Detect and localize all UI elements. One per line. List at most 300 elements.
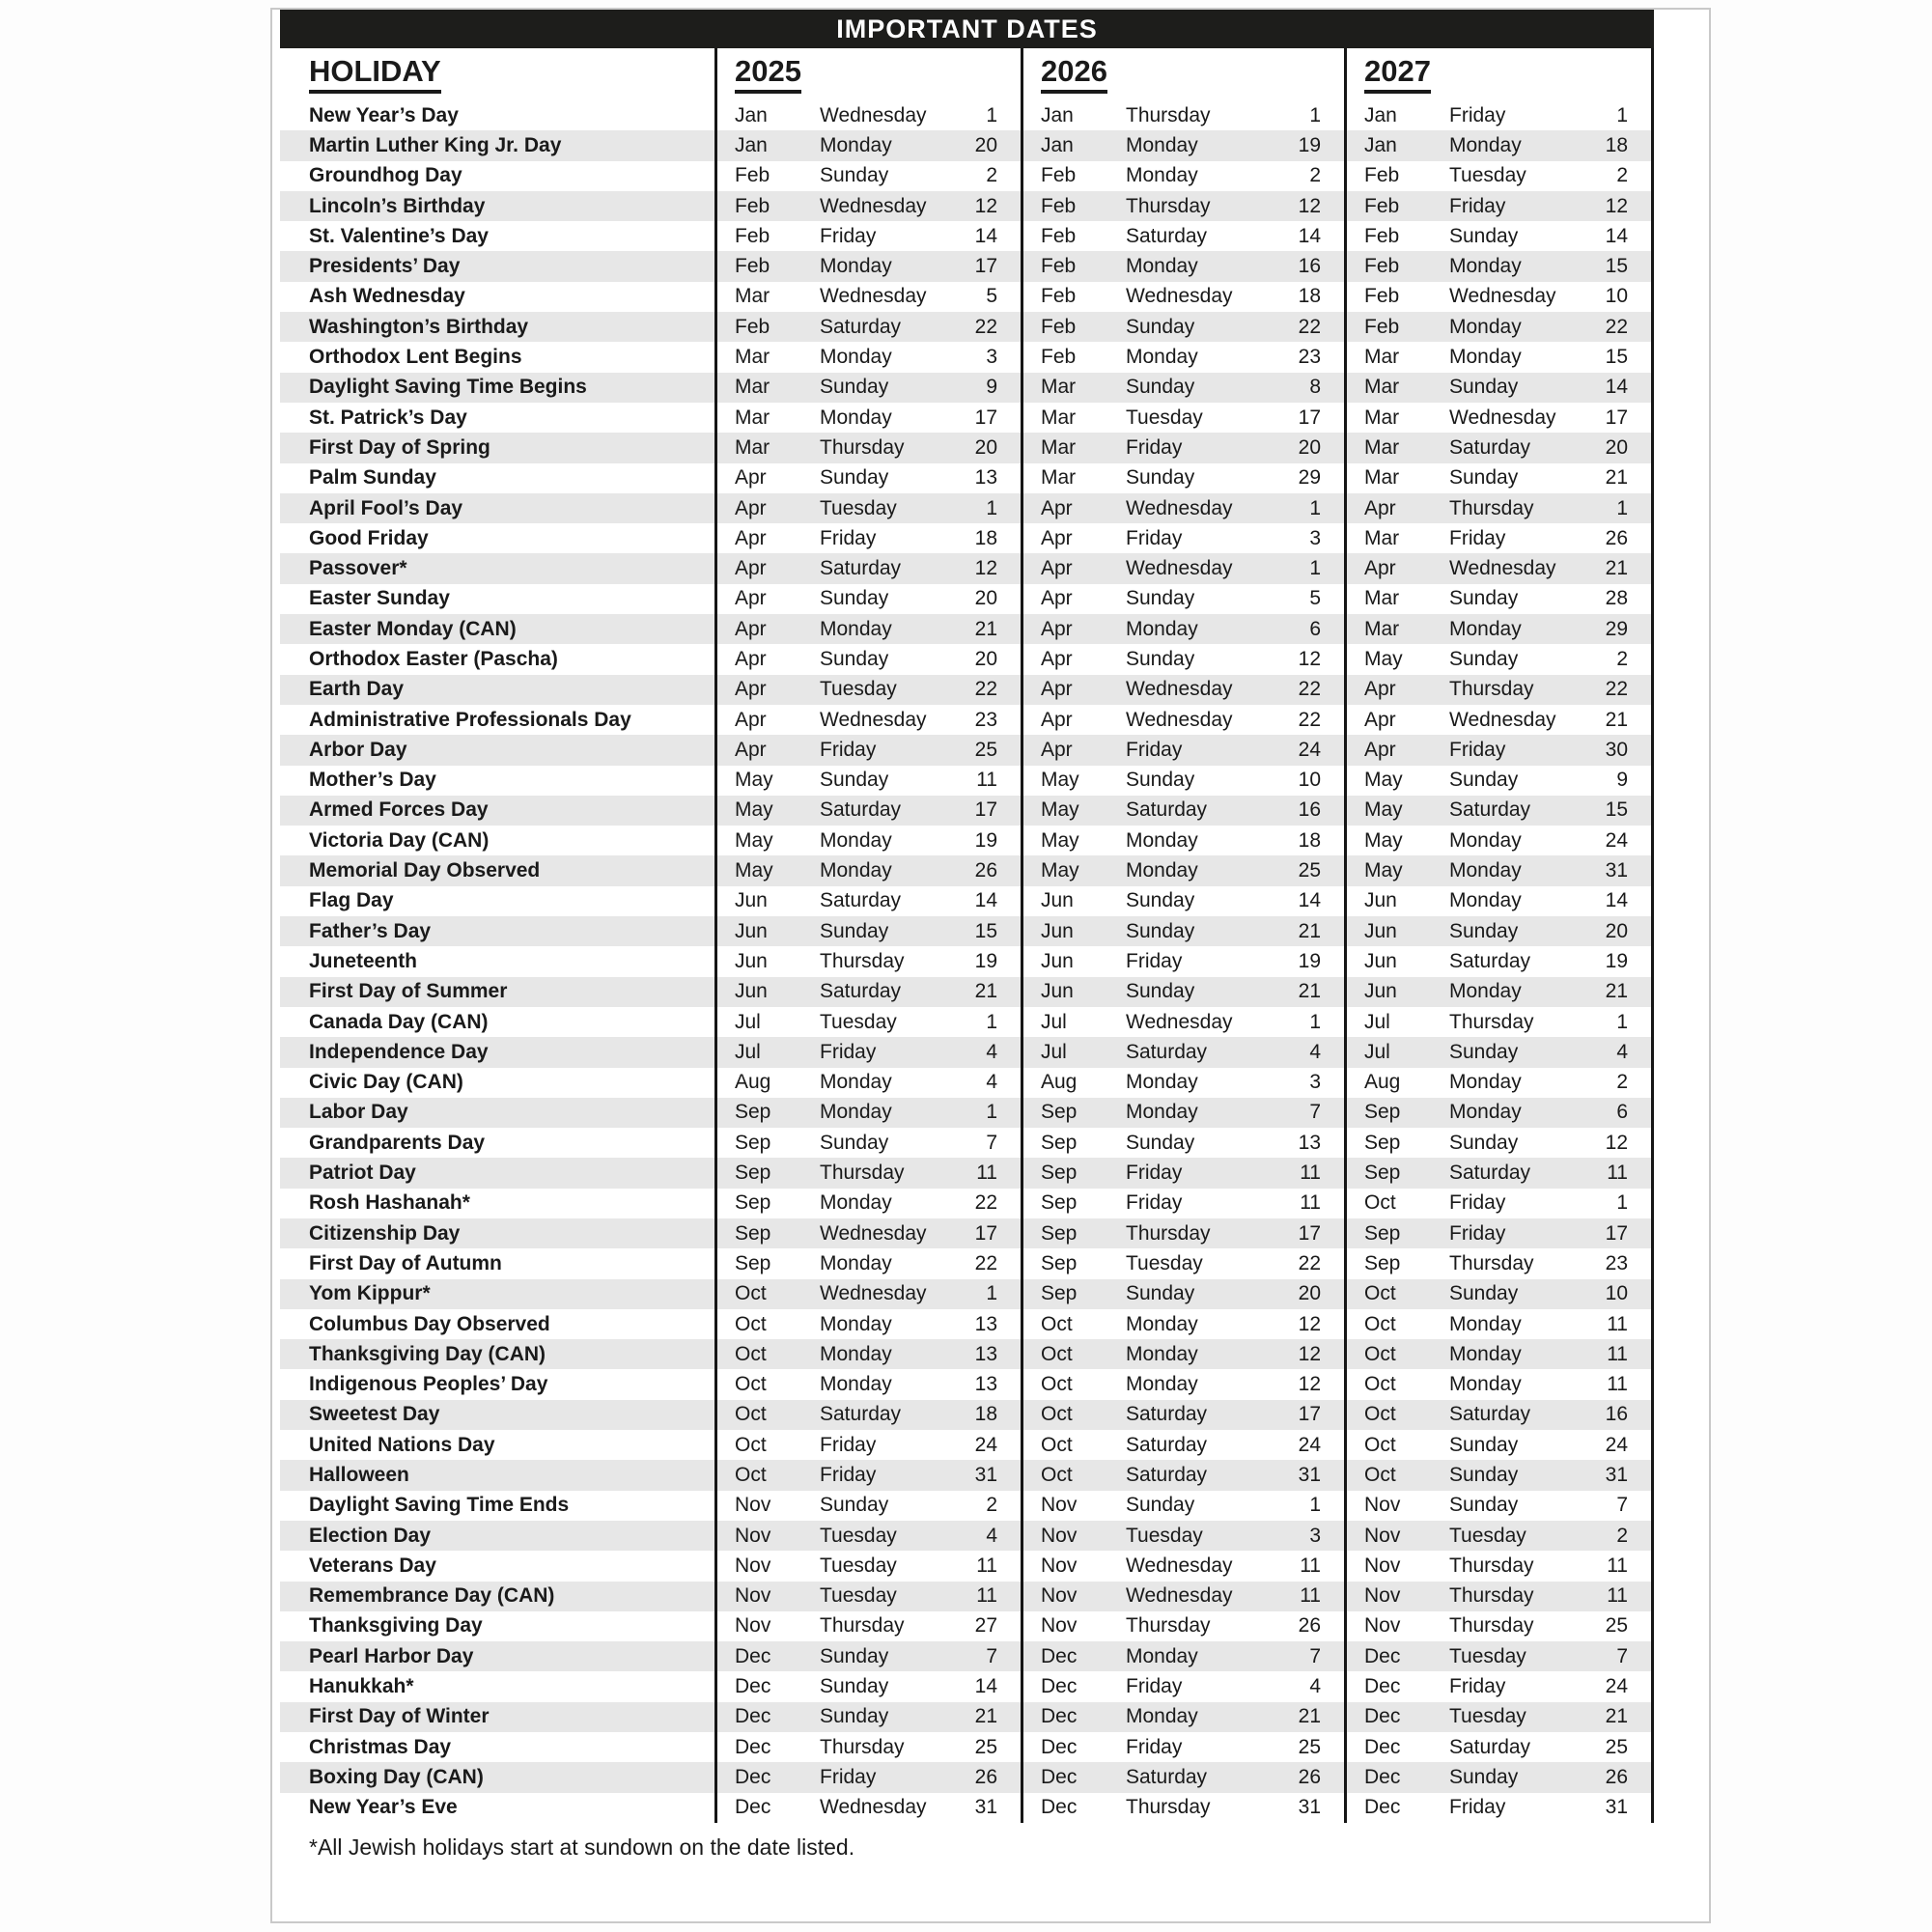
holiday-name: Palm Sunday	[309, 466, 436, 490]
month: Feb	[1364, 194, 1400, 217]
month: Nov	[1364, 1554, 1401, 1577]
weekday: Wednesday	[820, 1221, 927, 1245]
weekday: Thursday	[1449, 1554, 1534, 1577]
weekday: Friday	[820, 1765, 877, 1788]
day: 12	[974, 194, 997, 217]
month: Sep	[1041, 1282, 1078, 1305]
year-cell-2027	[1347, 342, 1654, 372]
day: 13	[974, 1373, 997, 1396]
day: 12	[1298, 647, 1321, 670]
day: 5	[1309, 587, 1321, 610]
day: 31	[1298, 1796, 1321, 1819]
month: Nov	[735, 1494, 771, 1517]
day: 21	[974, 1705, 997, 1728]
month: Jun	[1041, 889, 1074, 912]
day: 16	[1298, 255, 1321, 278]
day: 1	[1616, 496, 1628, 519]
weekday: Thursday	[1449, 1614, 1534, 1638]
year-cell-2027	[1347, 614, 1654, 644]
table-row	[280, 191, 1654, 221]
month: Feb	[735, 224, 770, 247]
year-cell-2025	[717, 1369, 1023, 1399]
weekday: Sunday	[1449, 769, 1519, 792]
month: Jul	[1364, 1040, 1390, 1063]
weekday: Wednesday	[820, 194, 927, 217]
day: 15	[1605, 798, 1628, 822]
table-rows	[280, 100, 1654, 1823]
holiday-name: Groundhog Day	[309, 164, 462, 187]
holiday-cell	[280, 855, 717, 885]
day: 21	[1298, 980, 1321, 1003]
weekday: Sunday	[820, 1644, 889, 1667]
month: Nov	[1041, 1524, 1078, 1547]
month: Dec	[1364, 1675, 1401, 1698]
year-cell-2025	[717, 916, 1023, 946]
holiday-name: April Fool’s Day	[309, 496, 463, 519]
month: Sep	[1041, 1101, 1078, 1124]
month: Feb	[1364, 285, 1400, 308]
day: 26	[1605, 1765, 1628, 1788]
day: 5	[986, 285, 997, 308]
weekday: Tuesday	[820, 1524, 897, 1547]
weekday: Sunday	[1126, 466, 1195, 490]
holiday-name: Hanukkah*	[309, 1675, 414, 1698]
day: 26	[1298, 1765, 1321, 1788]
month: Apr	[1041, 647, 1073, 670]
holiday-name: Daylight Saving Time Begins	[309, 376, 587, 399]
month: Mar	[735, 406, 770, 429]
weekday: Monday	[1126, 1101, 1198, 1124]
month: Nov	[735, 1584, 771, 1608]
month: Apr	[735, 496, 767, 519]
year-cell-2025	[717, 1339, 1023, 1369]
table-row	[280, 644, 1654, 674]
day: 12	[1298, 1312, 1321, 1335]
weekday: Saturday	[1126, 1403, 1208, 1426]
weekday: Monday	[820, 1373, 892, 1396]
day: 20	[974, 435, 997, 459]
table-row	[280, 1309, 1654, 1339]
year-cell-2027	[1347, 766, 1654, 796]
weekday: Sunday	[820, 466, 889, 490]
year-cell-2027	[1347, 312, 1654, 342]
weekday: Wednesday	[1126, 1554, 1233, 1577]
year-cell-2025	[717, 1279, 1023, 1309]
month: Nov	[1364, 1614, 1401, 1638]
month: Feb	[1041, 315, 1077, 338]
weekday: Wednesday	[1126, 678, 1233, 701]
table-row	[280, 1702, 1654, 1732]
holiday-name: Lincoln’s Birthday	[309, 194, 486, 217]
year-cell-2025	[717, 1551, 1023, 1581]
day: 26	[974, 859, 997, 882]
weekday: Monday	[820, 1071, 892, 1094]
month: Dec	[735, 1705, 771, 1728]
year-cell-2026	[1023, 463, 1347, 493]
year-cell-2026	[1023, 1793, 1347, 1823]
year-cell-2026	[1023, 705, 1347, 735]
year-cell-2025	[717, 977, 1023, 1007]
weekday: Thursday	[1449, 496, 1534, 519]
month: May	[735, 769, 773, 792]
month: Dec	[735, 1796, 771, 1819]
table-row	[280, 1641, 1654, 1671]
year-cell-2025	[717, 282, 1023, 312]
month: May	[1041, 798, 1079, 822]
holiday-cell	[280, 1762, 717, 1792]
year-cell-2026	[1023, 1491, 1347, 1521]
year-cell-2027	[1347, 1551, 1654, 1581]
year-cell-2026	[1023, 1702, 1347, 1732]
day: 15	[1605, 255, 1628, 278]
weekday: Monday	[820, 1251, 892, 1274]
table-row	[280, 916, 1654, 946]
day: 31	[1605, 1796, 1628, 1819]
day: 22	[1298, 708, 1321, 731]
month: Oct	[735, 1373, 767, 1396]
day: 31	[974, 1796, 997, 1819]
table-row	[280, 1189, 1654, 1218]
day: 2	[986, 164, 997, 187]
year-cell-2025	[717, 1309, 1023, 1339]
year-cell-2026	[1023, 977, 1347, 1007]
month: Oct	[1364, 1373, 1396, 1396]
year-cell-2025	[717, 1128, 1023, 1158]
weekday: Saturday	[1126, 798, 1208, 822]
weekday: Sunday	[1126, 376, 1195, 399]
weekday: Tuesday	[820, 678, 897, 701]
year-cell-2027	[1347, 251, 1654, 281]
holiday-cell	[280, 916, 717, 946]
year-cell-2026	[1023, 1339, 1347, 1369]
day: 12	[1605, 194, 1628, 217]
month: Apr	[735, 526, 767, 549]
day: 14	[974, 889, 997, 912]
year-cell-2026	[1023, 1068, 1347, 1098]
holiday-cell	[280, 130, 717, 160]
holiday-cell	[280, 191, 717, 221]
weekday: Saturday	[1126, 1040, 1208, 1063]
weekday: Sunday	[1449, 919, 1519, 942]
day: 7	[1616, 1644, 1628, 1667]
table-row	[280, 735, 1654, 765]
year-cell-2027	[1347, 1098, 1654, 1128]
weekday: Sunday	[1126, 1131, 1195, 1154]
table-row	[280, 1400, 1654, 1430]
weekday: Sunday	[820, 769, 889, 792]
day: 4	[1309, 1675, 1321, 1698]
weekday: Sunday	[1126, 769, 1195, 792]
day: 2	[1616, 164, 1628, 187]
table-row	[280, 1158, 1654, 1188]
holiday-cell	[280, 1037, 717, 1067]
day: 13	[974, 466, 997, 490]
day: 12	[1298, 1342, 1321, 1365]
year-cell-2027	[1347, 1037, 1654, 1067]
weekday: Sunday	[1449, 1464, 1519, 1486]
year-cell-2026	[1023, 1430, 1347, 1460]
year-cell-2027	[1347, 553, 1654, 583]
holiday-cell	[280, 1248, 717, 1278]
holiday-name: Labor Day	[309, 1101, 408, 1124]
year-cell-2026	[1023, 886, 1347, 916]
day: 11	[1607, 1312, 1628, 1335]
year-cell-2027	[1347, 1430, 1654, 1460]
weekday: Monday	[820, 255, 892, 278]
weekday: Friday	[820, 1433, 877, 1456]
table-row	[280, 433, 1654, 462]
day: 1	[986, 496, 997, 519]
month: Apr	[1041, 557, 1073, 580]
table-row	[280, 1793, 1654, 1823]
weekday: Wednesday	[1449, 708, 1556, 731]
holiday-name: First Day of Winter	[309, 1705, 490, 1728]
month: Mar	[1364, 466, 1400, 490]
weekday: Wednesday	[1126, 285, 1233, 308]
day: 14	[1298, 224, 1321, 247]
weekday: Sunday	[1449, 1040, 1519, 1063]
table-row	[280, 130, 1654, 160]
weekday: Monday	[820, 859, 892, 882]
holiday-cell	[280, 1491, 717, 1521]
weekday: Monday	[1449, 255, 1522, 278]
month: May	[1364, 647, 1403, 670]
month: Apr	[1041, 738, 1073, 761]
year-cell-2026	[1023, 493, 1347, 523]
month: Apr	[735, 678, 767, 701]
day: 11	[1607, 1584, 1628, 1608]
weekday: Monday	[1126, 1644, 1198, 1667]
day: 7	[1616, 1494, 1628, 1517]
month: Mar	[735, 346, 770, 369]
table-row	[280, 373, 1654, 403]
month: Oct	[735, 1282, 767, 1305]
month: Jul	[1041, 1010, 1067, 1033]
day: 15	[1605, 346, 1628, 369]
month: Apr	[1041, 526, 1073, 549]
year-cell-2027	[1347, 1068, 1654, 1098]
table-row	[280, 675, 1654, 705]
weekday: Thursday	[1126, 194, 1211, 217]
table-row	[280, 251, 1654, 281]
day: 9	[1616, 769, 1628, 792]
year-cell-2026	[1023, 1400, 1347, 1430]
month: Sep	[735, 1101, 771, 1124]
year-cell-2026	[1023, 1037, 1347, 1067]
weekday: Thursday	[1449, 678, 1534, 701]
day: 21	[1605, 980, 1628, 1003]
year-cell-2025	[717, 493, 1023, 523]
weekday: Tuesday	[1449, 1705, 1526, 1728]
day: 13	[974, 1312, 997, 1335]
table-row	[280, 766, 1654, 796]
table-row	[280, 1218, 1654, 1248]
month: Oct	[1364, 1433, 1396, 1456]
year-cell-2025	[717, 1491, 1023, 1521]
year-cell-2025	[717, 584, 1023, 614]
year-cell-2026	[1023, 130, 1347, 160]
weekday: Saturday	[820, 557, 902, 580]
day: 17	[1298, 1403, 1321, 1426]
holiday-cell	[280, 1068, 717, 1098]
holiday-cell	[280, 1098, 717, 1128]
month: Sep	[735, 1191, 771, 1215]
month: Jul	[735, 1040, 761, 1063]
month: Dec	[1041, 1735, 1078, 1758]
year-cell-2027	[1347, 1189, 1654, 1218]
month: Feb	[1364, 164, 1400, 187]
year-cell-2025	[717, 614, 1023, 644]
month: Jun	[1364, 889, 1397, 912]
holiday-cell	[280, 1611, 717, 1641]
holiday-cell	[280, 1189, 717, 1218]
weekday: Saturday	[1449, 435, 1531, 459]
weekday: Wednesday	[820, 1796, 927, 1819]
year-cell-2025	[717, 312, 1023, 342]
year-cell-2025	[717, 1702, 1023, 1732]
year-cell-2026	[1023, 1671, 1347, 1701]
weekday: Sunday	[820, 1494, 889, 1517]
column-header-holiday-label: HOLIDAY	[309, 55, 441, 93]
weekday: Saturday	[1449, 1162, 1531, 1185]
weekday: Monday	[1126, 133, 1198, 156]
holiday-cell	[280, 1430, 717, 1460]
year-cell-2026	[1023, 1128, 1347, 1158]
weekday: Wednesday	[1449, 406, 1556, 429]
month: Mar	[1364, 376, 1400, 399]
holiday-cell	[280, 1218, 717, 1248]
day: 17	[1605, 406, 1628, 429]
weekday: Sunday	[1449, 1131, 1519, 1154]
year-cell-2027	[1347, 1762, 1654, 1792]
month: Mar	[1364, 435, 1400, 459]
month: Oct	[735, 1312, 767, 1335]
year-cell-2026	[1023, 161, 1347, 191]
holiday-name: Election Day	[309, 1524, 432, 1547]
day: 17	[974, 255, 997, 278]
day: 26	[1298, 1614, 1321, 1638]
weekday: Wednesday	[820, 103, 927, 126]
month: Dec	[735, 1675, 771, 1698]
month: Apr	[1364, 708, 1396, 731]
year-cell-2027	[1347, 1491, 1654, 1521]
holiday-cell	[280, 1671, 717, 1701]
month: May	[735, 859, 773, 882]
day: 24	[1605, 1433, 1628, 1456]
year-cell-2025	[717, 705, 1023, 735]
table-row	[280, 100, 1654, 130]
month: Mar	[735, 435, 770, 459]
day: 23	[1605, 1251, 1628, 1274]
year-cell-2025	[717, 1793, 1023, 1823]
month: Oct	[735, 1342, 767, 1365]
day: 21	[974, 980, 997, 1003]
weekday: Sunday	[820, 376, 889, 399]
day: 2	[1309, 164, 1321, 187]
weekday: Wednesday	[1126, 557, 1233, 580]
table-row	[280, 1671, 1654, 1701]
year-cell-2027	[1347, 1248, 1654, 1278]
holiday-cell	[280, 1158, 717, 1188]
day: 20	[974, 647, 997, 670]
weekday: Saturday	[1126, 1464, 1208, 1486]
weekday: Friday	[1449, 1675, 1506, 1698]
weekday: Monday	[820, 346, 892, 369]
table-row	[280, 886, 1654, 916]
weekday: Friday	[1126, 526, 1183, 549]
weekday: Tuesday	[820, 1010, 897, 1033]
day: 1	[1616, 1010, 1628, 1033]
year-cell-2025	[717, 826, 1023, 855]
holiday-name: Juneteenth	[309, 949, 418, 972]
year-cell-2026	[1023, 523, 1347, 553]
day: 25	[974, 1735, 997, 1758]
holiday-name: First Day of Autumn	[309, 1251, 502, 1274]
holiday-name: Orthodox Lent Begins	[309, 346, 522, 369]
year-cell-2026	[1023, 644, 1347, 674]
table-row	[280, 1521, 1654, 1551]
day: 7	[1309, 1644, 1321, 1667]
day: 11	[976, 769, 997, 792]
year-cell-2027	[1347, 100, 1654, 130]
holiday-name: Rosh Hashanah*	[309, 1191, 470, 1215]
month: Aug	[1364, 1071, 1401, 1094]
weekday: Tuesday	[1449, 1644, 1526, 1667]
holiday-cell	[280, 1793, 717, 1823]
month: Jan	[1364, 133, 1397, 156]
day: 14	[1605, 889, 1628, 912]
month: Dec	[1041, 1644, 1078, 1667]
weekday: Sunday	[1449, 647, 1519, 670]
day: 6	[1616, 1101, 1628, 1124]
weekday: Tuesday	[820, 1554, 897, 1577]
weekday: Sunday	[1449, 1494, 1519, 1517]
day: 11	[1607, 1162, 1628, 1185]
month: Oct	[1364, 1191, 1396, 1215]
weekday: Monday	[1449, 828, 1522, 852]
month: Apr	[1364, 557, 1396, 580]
holiday-name: Thanksgiving Day (CAN)	[309, 1342, 546, 1365]
day: 17	[974, 1221, 997, 1245]
holiday-cell	[280, 1309, 717, 1339]
holiday-cell	[280, 553, 717, 583]
year-cell-2027	[1347, 1641, 1654, 1671]
day: 16	[1298, 798, 1321, 822]
day: 1	[1309, 557, 1321, 580]
month: Apr	[735, 466, 767, 490]
year-cell-2026	[1023, 433, 1347, 462]
weekday: Friday	[1126, 1675, 1183, 1698]
holiday-name: Patriot Day	[309, 1162, 416, 1185]
holiday-cell	[280, 735, 717, 765]
table-row	[280, 1551, 1654, 1581]
weekday: Monday	[1126, 828, 1198, 852]
month: Dec	[1041, 1675, 1078, 1698]
month: Sep	[735, 1251, 771, 1274]
month: Dec	[735, 1644, 771, 1667]
month: Apr	[1041, 617, 1073, 640]
table-row	[280, 1037, 1654, 1067]
day: 20	[1605, 435, 1628, 459]
holiday-cell	[280, 1551, 717, 1581]
month: Nov	[1364, 1584, 1401, 1608]
holiday-name: Canada Day (CAN)	[309, 1010, 489, 1033]
holiday-cell	[280, 644, 717, 674]
day: 16	[1605, 1403, 1628, 1426]
day: 29	[1605, 617, 1628, 640]
table-row	[280, 1611, 1654, 1641]
holiday-name: Administrative Professionals Day	[309, 708, 631, 731]
